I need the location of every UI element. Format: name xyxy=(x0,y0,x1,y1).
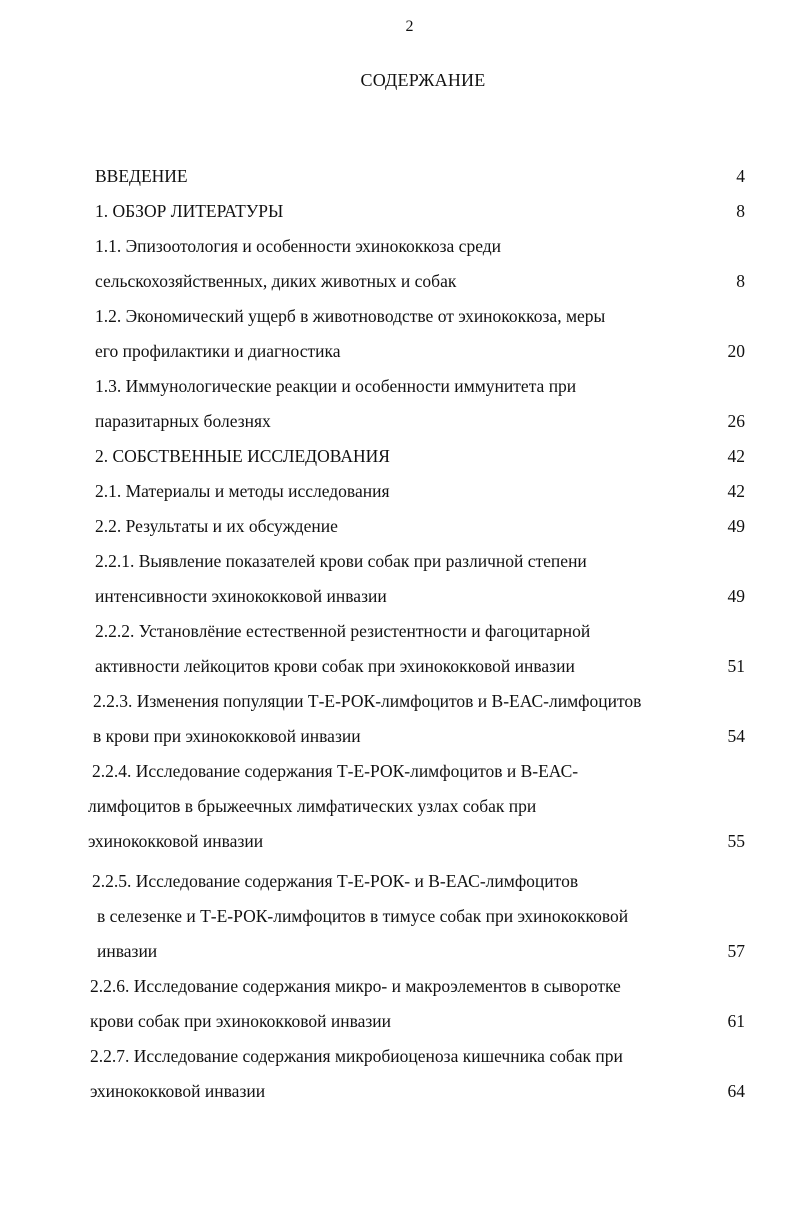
toc-entry-line: интенсивности эхинококковой инвазии xyxy=(95,586,387,606)
toc-entry-line: ВВЕДЕНИЕ xyxy=(95,166,188,186)
toc-page-number: 42 xyxy=(727,446,745,466)
toc-page-number: 4 xyxy=(736,166,745,186)
toc-entry-line: 2.2.7. Исследование содержания микробиоценоза кишечника собак при xyxy=(90,1046,623,1066)
toc-entry-line: 2.2.1. Выявление показателей крови собак при различной степени xyxy=(95,551,587,571)
toc-entry-line: эхинококковой инвазии xyxy=(88,831,264,851)
toc-entry-line: 2.2.5. Исследование содержания Т-Е-РОК- и В-ЕАС-лимфоцитов xyxy=(92,871,579,891)
toc-page-number: 51 xyxy=(727,656,745,676)
toc-entry-line: 1. ОБЗОР ЛИТЕРАТУРЫ xyxy=(95,201,284,221)
toc-entry-line: эхинококковой инвазии xyxy=(90,1081,266,1101)
toc-entry-line: в селезенке и Т-Е-РОК-лимфоцитов в тимусе собак при эхинококковой xyxy=(97,906,629,926)
toc-entry-line: паразитарных болезнях xyxy=(95,411,271,431)
toc-entry-line: 1.3. Иммунологические реакции и особенности иммунитета при xyxy=(95,376,577,396)
toc-entry-line: 2.2. Результаты и их обсуждение xyxy=(95,516,338,536)
toc-page-number: 57 xyxy=(727,941,745,961)
toc-title: СОДЕРЖАНИЕ xyxy=(360,70,486,90)
toc-page-number: 8 xyxy=(736,201,745,221)
toc-entry-line: 2.2.2. Установлёние естественной резистентности и фагоцитарной xyxy=(95,621,591,641)
toc-page-number: 26 xyxy=(727,411,745,431)
toc-page-number: 8 xyxy=(736,271,745,291)
toc-page-number: 61 xyxy=(727,1011,745,1031)
toc-entry-line: сельскохозяйственных, диких животных и собак xyxy=(95,271,457,291)
toc-page-number: 55 xyxy=(727,831,745,851)
toc-entry-line: его профилактики и диагностика xyxy=(95,341,341,361)
toc-entry-line: активности лейкоцитов крови собак при эхинококковой инвазии xyxy=(95,656,575,676)
toc-page-number: 54 xyxy=(727,726,745,746)
toc-entry-line: 1.1. Эпизоотология и особенности эхинококкоза среди xyxy=(95,236,501,256)
toc-entry-line: лимфоцитов в брыжеечных лимфатических узлах собак при xyxy=(88,796,537,816)
toc-page-number: 49 xyxy=(727,516,745,536)
toc-entry-line: 1.2. Экономический ущерб в животноводстве от эхинококкоза, меры xyxy=(95,306,606,326)
toc-entry-line: 2.1. Материалы и методы исследования xyxy=(95,481,390,501)
toc-entry-line: инвазии xyxy=(97,941,158,961)
page-number: 2 xyxy=(405,18,414,35)
toc-page-number: 64 xyxy=(727,1081,745,1101)
toc-page-number: 42 xyxy=(727,481,745,501)
toc-entry-line: 2.2.4. Исследование содержания Т-Е-РОК-лимфоцитов и В-ЕАС- xyxy=(92,761,579,781)
toc-entry-line: 2.2.3. Изменения популяции Т-Е-РОК-лимфоцитов и В-ЕАС-лимфоцитов xyxy=(93,691,642,711)
toc-page-number: 49 xyxy=(727,586,745,606)
toc-page-number: 20 xyxy=(727,341,745,361)
toc-entry-line: крови собак при эхинококковой инвазии xyxy=(90,1011,392,1031)
toc-entry-line: 2.2.6. Исследование содержания микро- и макроэлементов в сыворотке xyxy=(90,976,621,996)
toc-entry-line: в крови при эхинококковой инвазии xyxy=(93,726,361,746)
toc-entry-line: 2. СОБСТВЕННЫЕ ИССЛЕДОВАНИЯ xyxy=(95,446,390,466)
